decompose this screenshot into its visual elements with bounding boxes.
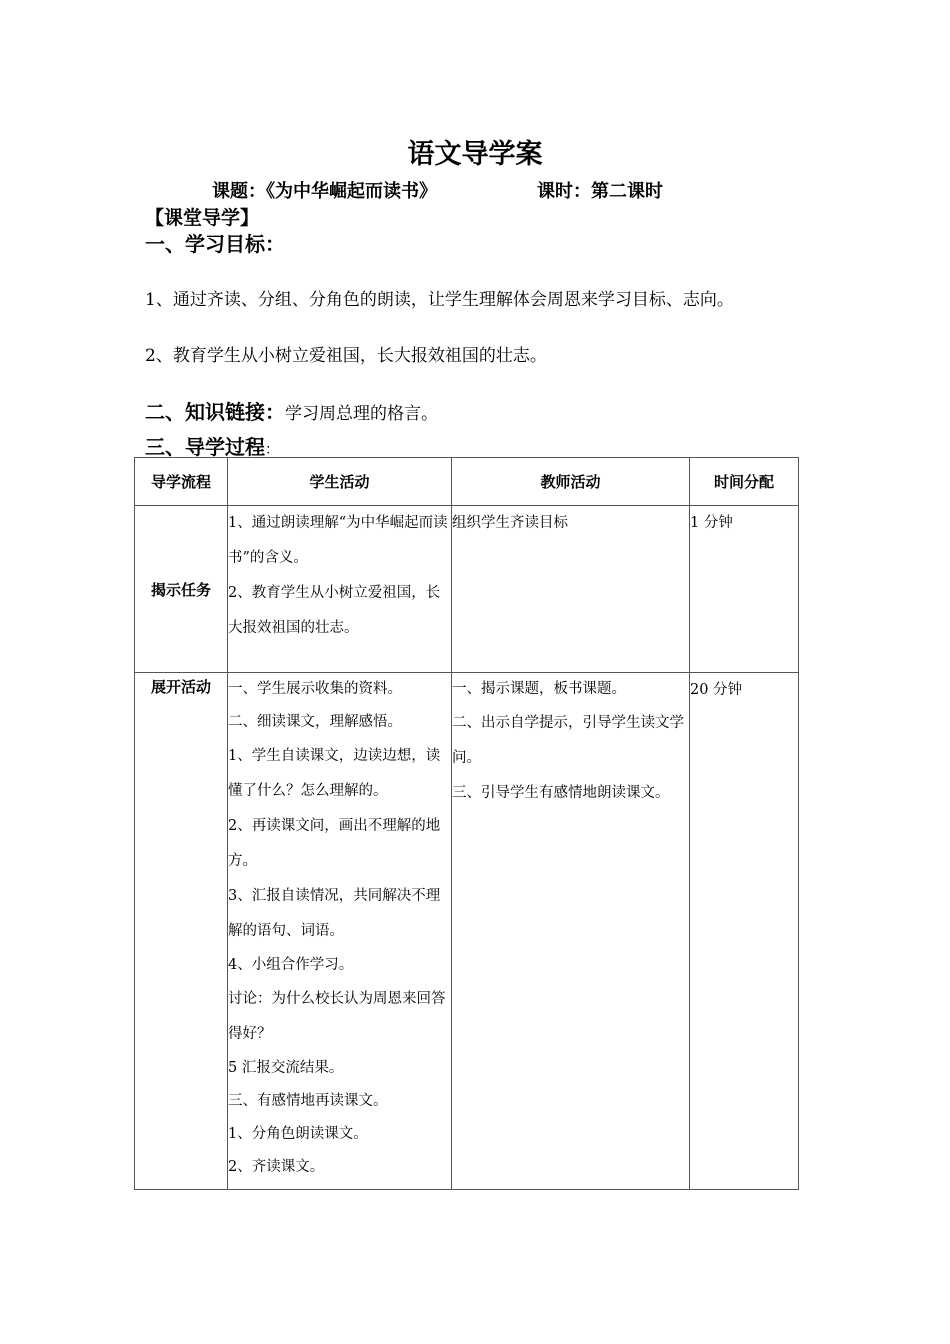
student-activity-item: 2、齐读课文。: [228, 1159, 325, 1175]
section-tag: 【课堂导学】: [145, 207, 260, 229]
student-activity-item: 三、有感情地再读课文。: [228, 1093, 388, 1109]
student-activity-item: 5 汇报交流结果。: [228, 1060, 344, 1076]
lesson-period: 课时：第二课时: [537, 181, 663, 202]
student-activity-item: 2、再读课文问，画出不理解的地方。: [228, 818, 441, 869]
guide-process-table: [134, 457, 799, 1190]
stage-cell: 展开活动: [135, 673, 228, 1190]
course-title: 课题：《为中华崛起而读书》: [212, 181, 437, 202]
objectives-heading: 一、学习目标：: [145, 232, 285, 256]
student-activity-cell: [228, 673, 452, 1190]
table-row: [135, 673, 799, 1190]
time-cell: 20 分钟: [690, 673, 799, 1190]
document-title: 语文导学案: [407, 139, 543, 170]
teacher-activity-item: 组织学生齐读目标: [452, 515, 568, 531]
process-colon: ：: [265, 442, 279, 458]
objective-item-1: 1、通过齐读、分组、分角色的朗读，让学生理解体会周恩来学习目标、志向。: [145, 290, 734, 310]
objective-item-2: 2、教育学生从小树立爱祖国，长大报效祖国的壮志。: [145, 346, 547, 366]
student-activity-item: 一、学生展示收集的资料。: [228, 681, 402, 697]
student-activity-item: 二、细读课文，理解感悟。: [228, 714, 402, 730]
knowledge-label: 二、知识链接：: [145, 400, 285, 424]
student-activity-item: 2、教育学生从小树立爱祖国，长大报效祖国的壮志。: [228, 585, 441, 636]
header-time: 时间分配: [690, 458, 799, 506]
header-student: 学生活动: [228, 458, 452, 506]
teacher-activity-item: 一、揭示课题，板书课题。: [452, 681, 626, 697]
teacher-activity-cell: [452, 506, 690, 673]
student-activity-cell: [228, 506, 452, 673]
header-stage: 导学流程: [135, 458, 228, 506]
table-header-row: [135, 458, 799, 506]
table-row: [135, 506, 799, 673]
knowledge-text: 学习周总理的格言。: [285, 404, 438, 424]
student-activity-item: 讨论：为什么校长认为周恩来回答得好？: [228, 991, 446, 1042]
student-activity-item: 3、汇报自读情况，共同解决不理解的语句、词语。: [228, 888, 441, 939]
subtitle-line: [212, 177, 663, 203]
student-activity-item: 4、小组合作学习。: [228, 957, 354, 973]
header-teacher: 教师活动: [452, 458, 690, 506]
teacher-activity-item: 三、引导学生有感情地朗读课文。: [452, 785, 670, 801]
time-cell: 1 分钟: [690, 506, 799, 673]
process-heading: [145, 431, 279, 460]
process-label: 三、导学过程: [145, 435, 265, 459]
student-activity-item: 1、通过朗读理解“为中华崛起而读书”的含义。: [228, 515, 448, 566]
teacher-activity-cell: [452, 673, 690, 1190]
teacher-activity-item: 二、出示自学提示，引导学生读文学问。: [452, 715, 684, 766]
stage-cell: 揭示任务: [135, 506, 228, 673]
student-activity-item: 1、学生自读课文，边读边想，读懂了什么？怎么理解的。: [228, 748, 441, 799]
student-activity-item: 1、分角色朗读课文。: [228, 1126, 368, 1142]
knowledge-heading: [145, 396, 438, 425]
